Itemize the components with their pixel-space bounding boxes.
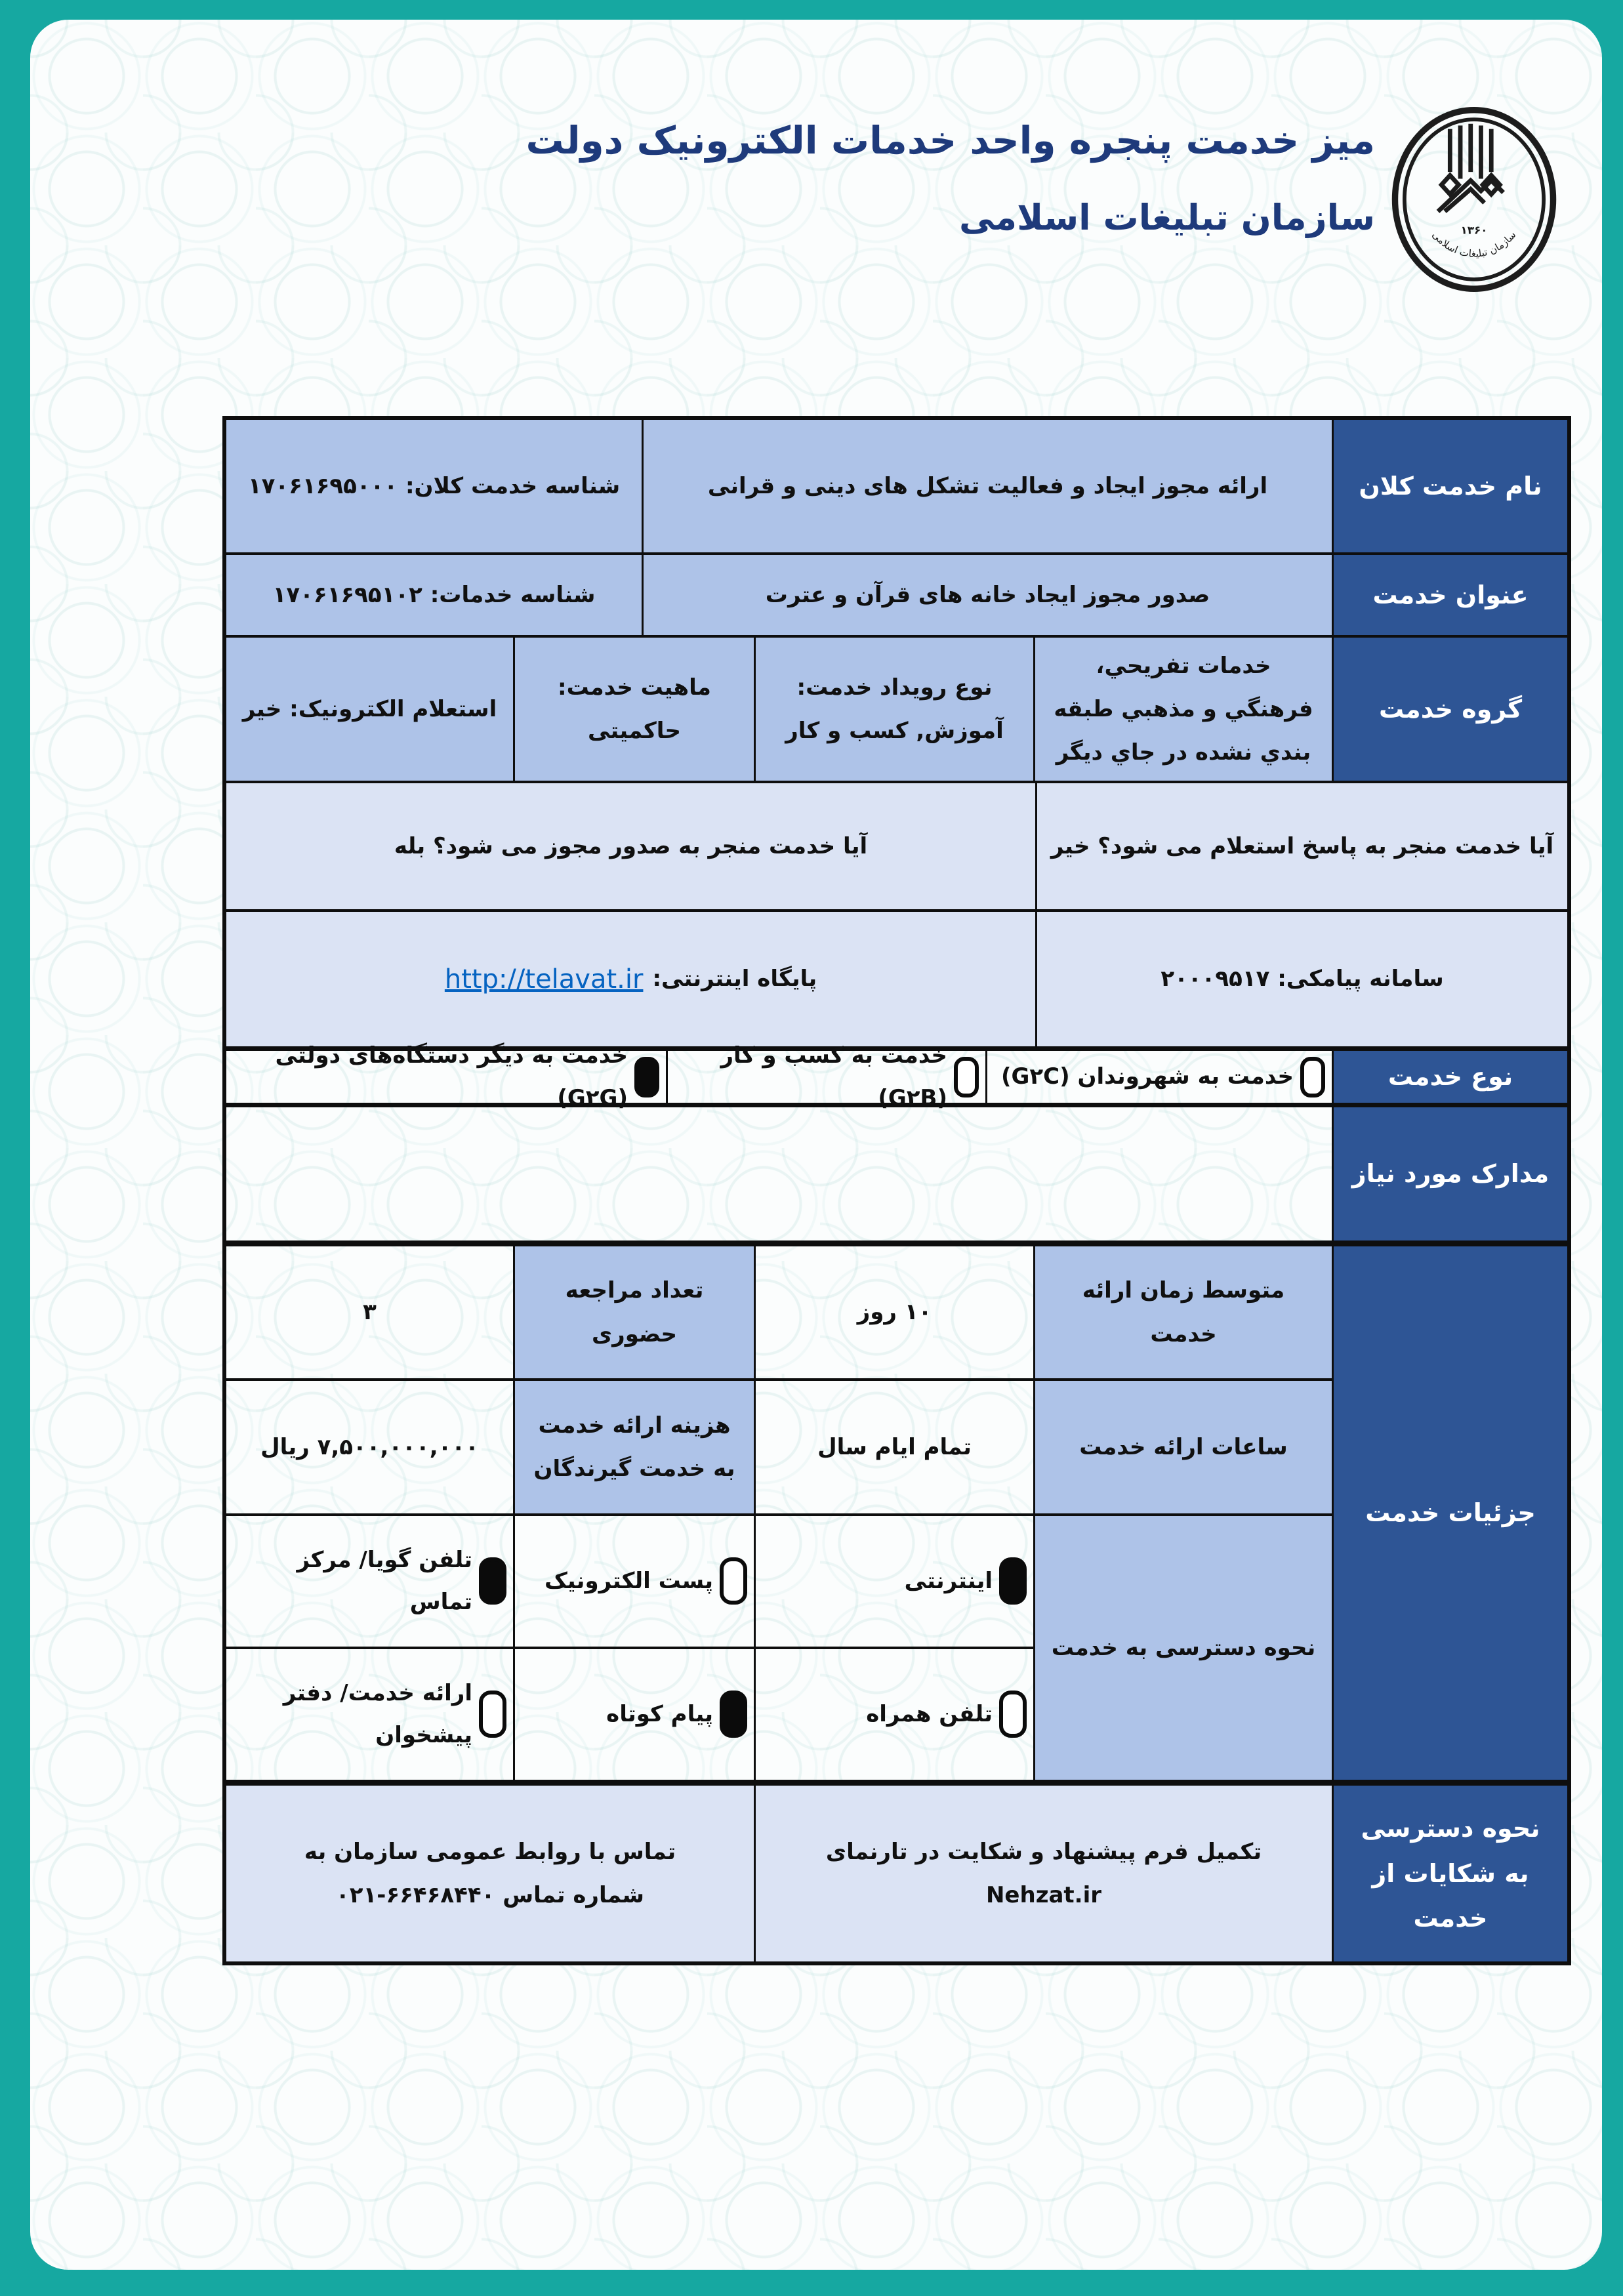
option-ivr-label: تلفن گویا/ مرکز تماس (297, 1546, 472, 1616)
visits-value: ۳ (363, 1299, 377, 1326)
checkbox-g2c[interactable] (1300, 1057, 1325, 1097)
document-title (525, 118, 1375, 238)
details-row-access (226, 1516, 1332, 1780)
option-mobile (754, 1649, 1033, 1780)
checkbox-mobile[interactable] (999, 1691, 1027, 1738)
checkbox-g2g[interactable] (634, 1057, 659, 1097)
row-service-group (226, 638, 1567, 783)
service-event-type: نوع رویداد خدمت: آموزش, کسب و کار (754, 638, 1033, 781)
row-portals (226, 912, 1567, 1051)
checkbox-email[interactable] (720, 1557, 747, 1605)
row-service-title (226, 555, 1567, 638)
document-page (30, 20, 1602, 2270)
macro-service-id: شناسه خدمت کلان: ۱۷۰۶۱۶۹۵۰۰۰ (226, 420, 642, 552)
option-internet-label: اینترنتی (904, 1567, 993, 1594)
logo-year: ۱۳۶۰ (1460, 223, 1488, 237)
checkbox-g2b[interactable] (954, 1057, 979, 1097)
organization-logo-icon (1388, 102, 1560, 297)
row-macro-service (226, 420, 1567, 555)
macro-service-value: ارائه مجوز ایجاد و فعالیت تشکل های دینی و قرانی (642, 420, 1332, 552)
service-title-value: صدور مجوز ایجاد خانه های قرآن و عترت (642, 555, 1332, 635)
hours-value: تمام ایام سال (754, 1381, 1033, 1513)
option-counter (226, 1649, 513, 1780)
option-internet (754, 1516, 1033, 1647)
kufic-diamonds (1438, 175, 1504, 211)
details-row-time (226, 1246, 1332, 1381)
row-header-macro-service: نام خدمت کلان (1332, 420, 1567, 552)
access-options-row-2 (226, 1649, 1033, 1780)
title-line-2: سازمان تبلیغات اسلامی (959, 197, 1375, 238)
logo-caption: سازمان تبلیغات اسلامی (1429, 229, 1519, 260)
electronic-inquiry: استعلام الکترونیک: خیر (226, 638, 513, 781)
avg-time-label: متوسط زمان ارائه خدمت (1033, 1246, 1332, 1378)
row-service-type (226, 1042, 1567, 1111)
web-portal (226, 912, 1035, 1046)
checkbox-internet[interactable] (999, 1557, 1027, 1605)
checkbox-ivr[interactable] (479, 1557, 506, 1605)
row-inquiry-license (226, 783, 1567, 912)
checkbox-sms[interactable] (720, 1691, 747, 1738)
option-email-label: پست الکترونیک (544, 1567, 713, 1594)
complaints-web: تکمیل فرم پیشنهاد و شکایت در تارنمای Nehzat.ir (754, 1786, 1332, 1961)
details-section (226, 1246, 1567, 1786)
option-g2c-label: خدمت به شهروندان (G۲C) (1000, 1063, 1294, 1090)
row-required-docs (226, 1107, 1567, 1246)
row-header-complaints: نحوه دسترسی به شکایات از خدمت (1332, 1786, 1567, 1961)
inquiry-question: آیا خدمت منجر به پاسخ استعلام می شود؟ خیر (1035, 783, 1567, 909)
option-counter-label: ارائه خدمت/ دفتر پیشخوان (283, 1679, 472, 1749)
access-label: نحوه دسترسی به خدمت (1033, 1516, 1332, 1780)
option-mobile-label: تلفن همراه (866, 1701, 993, 1728)
row-header-service-type: نوع خدمت (1332, 1051, 1567, 1103)
details-row-hours-cost (226, 1381, 1332, 1515)
service-title-id: شناسه خدمات: ۱۷۰۶۱۶۹۵۱۰۲ (226, 555, 642, 635)
option-ivr (226, 1516, 513, 1647)
details-grid (226, 1246, 1332, 1780)
service-table (222, 416, 1571, 1965)
option-g2b-label: خدمت به کسب و کار (G۲B) (720, 1042, 947, 1111)
service-group-desc: خدمات تفریحي، فرهنگي و مذهبي طبقه بندي نشده در جاي دیگر (1033, 638, 1332, 781)
checkbox-counter[interactable] (479, 1691, 506, 1738)
title-line-1: میز خدمت پنجره واحد خدمات الکترونیک دولت (525, 118, 1375, 163)
option-g2g-label: خدمت به دیگر دستگاه‌های دولتی (G۲G) (275, 1042, 628, 1111)
visits-label: تعداد مراجعه حضوری (513, 1246, 754, 1378)
section-header-details: جزئیات خدمت (1332, 1246, 1567, 1780)
complaints-phone: تماس با روابط عمومی سازمان به شماره تماس ۶۶۴۶۸۴۴۰-۰۲۱ (226, 1786, 754, 1961)
option-email (513, 1516, 754, 1647)
option-g2c (985, 1051, 1332, 1103)
option-g2b (666, 1042, 985, 1111)
row-header-service-group: گروه خدمت (1332, 638, 1567, 781)
license-question: آیا خدمت منجر به صدور مجوز می شود؟ بله (226, 783, 1035, 909)
option-sms (513, 1649, 754, 1780)
required-docs-value (226, 1107, 1332, 1240)
kufic-mark (1450, 124, 1491, 179)
sms-system: سامانه پیامکی: ۲۰۰۰۹۵۱۷ (1035, 912, 1567, 1046)
cost-value: ۷,۵۰۰,۰۰۰,۰۰۰ ریال (260, 1433, 479, 1460)
row-header-required-docs: مدارک مورد نیاز (1332, 1107, 1567, 1240)
hours-label: ساعات ارائه خدمت (1033, 1381, 1332, 1513)
access-options (226, 1516, 1033, 1780)
row-complaints (226, 1786, 1567, 1961)
option-g2g (226, 1042, 666, 1111)
avg-time-value: ۱۰ روز (754, 1246, 1033, 1378)
cost-label: هزینه ارائه خدمت به خدمت گیرندگان (513, 1381, 754, 1513)
service-nature: ماهیت خدمت: حاکمیتی (513, 638, 754, 781)
access-options-row-1 (226, 1516, 1033, 1649)
website-link[interactable]: http://telavat.ir (444, 964, 644, 994)
option-sms-label: پیام کوتاه (606, 1701, 713, 1728)
web-portal-label: پایگاه اینترنتی: (652, 966, 817, 993)
row-header-service-title: عنوان خدمت (1332, 555, 1567, 635)
